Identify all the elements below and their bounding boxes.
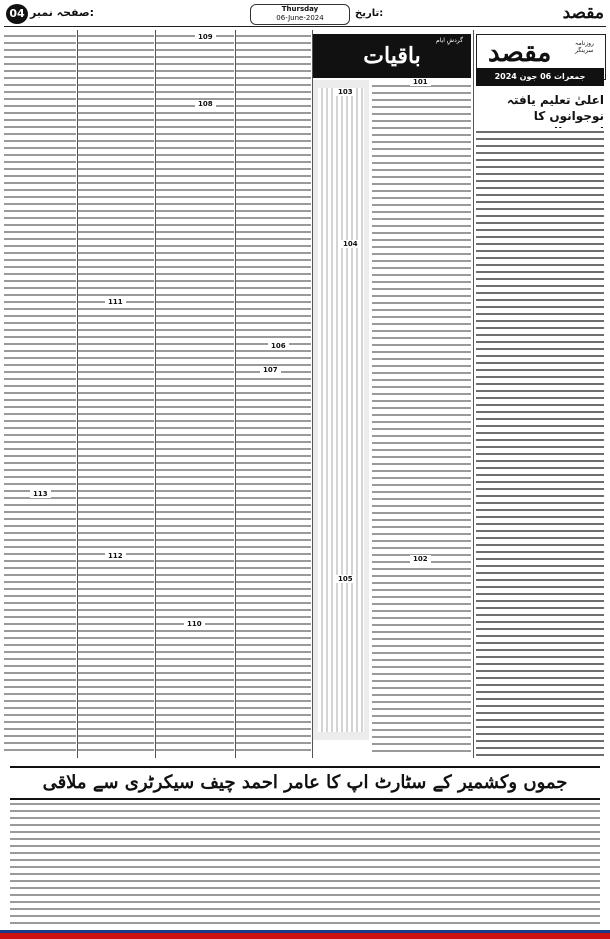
article-column-3	[236, 32, 311, 756]
date-value: 06-June-2024	[276, 14, 324, 22]
section-tag: گردشِ ایام	[436, 37, 463, 44]
date-label: تاریخ:	[355, 8, 384, 19]
continuation-number-112: 112	[105, 552, 126, 560]
continuation-number-104: 104	[340, 240, 361, 248]
continuation-number-105: 105	[335, 575, 356, 583]
article-column-6	[4, 32, 76, 756]
page-label: صفحہ نمبر:	[30, 6, 94, 19]
continuation-number-103: 103	[335, 88, 356, 96]
footer-stripe-red	[0, 933, 610, 939]
header-rule	[4, 26, 606, 27]
lead-headline: اعلیٰ تعلیم یافتہ نوجوانوں کا	[507, 93, 604, 123]
continuation-number-110: 110	[184, 620, 205, 628]
bottom-headline: جموں وکشمیر کے سٹارٹ اپ کا عامر احمد چیف سیکرٹری سے ملاقی	[10, 766, 600, 800]
article-column-4	[156, 32, 234, 756]
masthead-small: مقصد	[562, 3, 604, 23]
continuation-number-108: 108	[195, 100, 216, 108]
continuation-number-106: 106	[268, 342, 289, 350]
date-day: Thursday	[281, 5, 319, 13]
continuation-number-102: 102	[410, 555, 431, 563]
continuation-number-109: 109	[195, 33, 216, 41]
masthead-tagline: روزنامہ سرینگر	[575, 40, 594, 54]
article-column-1	[372, 82, 471, 756]
column-rule	[473, 30, 474, 758]
date-box	[250, 4, 350, 25]
continuation-number-107: 107	[260, 366, 281, 374]
masthead-title: مقصد	[488, 38, 552, 68]
column-rule	[77, 30, 78, 758]
page-number-badge: 04	[6, 4, 28, 24]
section-title: باقیات	[313, 34, 471, 78]
article-column-5	[78, 32, 154, 756]
column-rule	[312, 30, 313, 758]
continuation-number-113: 113	[30, 490, 51, 498]
continuation-number-111: 111	[105, 298, 126, 306]
bottom-story-text	[10, 800, 600, 924]
continuation-number-101: 101	[410, 78, 431, 86]
lead-story-text	[476, 128, 604, 756]
column-rule	[155, 30, 156, 758]
column-rule	[235, 30, 236, 758]
vertical-ad	[313, 80, 369, 740]
masthead-date: جمعرات 06 جون 2024	[476, 68, 604, 86]
